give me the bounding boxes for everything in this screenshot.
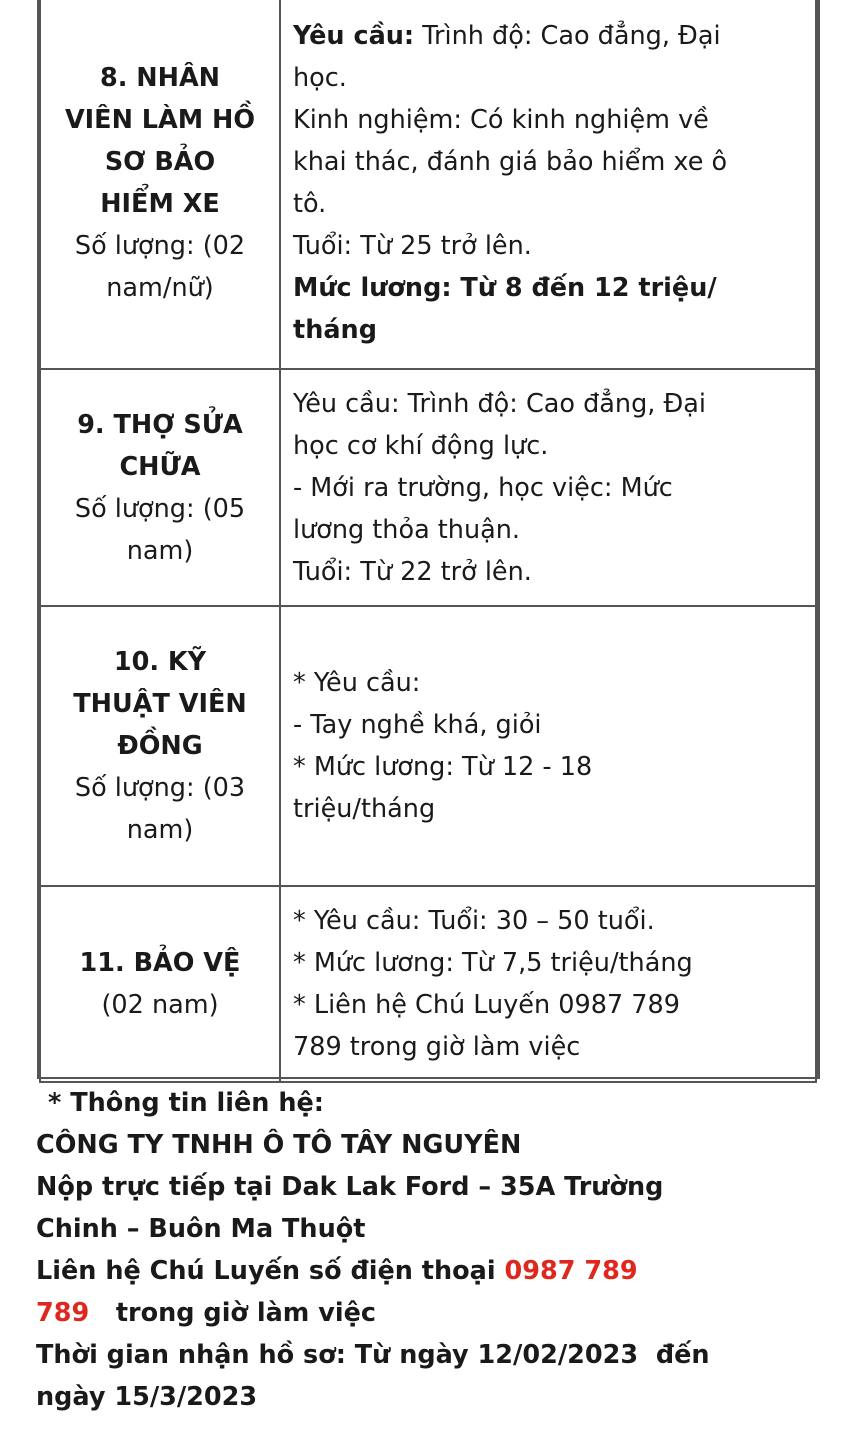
- detail-line: 789 trong giờ làm việc: [293, 1032, 581, 1062]
- job-title-line: VIÊN LÀM HỒ: [64, 105, 256, 135]
- detail-line: * Yêu cầu: Tuổi: 30 – 50 tuổi.: [293, 906, 655, 936]
- detail-line: Yêu cầu: Trình độ: Cao đẳng, Đại: [293, 388, 706, 419]
- quantity-line: Số lượng: (03: [74, 773, 246, 803]
- requirement-label: Yêu cầu:: [293, 21, 415, 51]
- job-details-cell: [280, 886, 816, 1082]
- job-details-cell: [280, 606, 816, 886]
- detail-line: - Mới ra trường, học việc: Mức: [293, 472, 673, 503]
- detail-line: Tuổi: Từ 25 trở lên.: [293, 231, 532, 261]
- job-title-cell: [40, 369, 280, 606]
- table-row: [40, 0, 816, 369]
- job-title-cell: [40, 606, 280, 886]
- detail-line: học.: [293, 63, 347, 93]
- table-row: [40, 606, 816, 886]
- detail-line: * Mức lương: Từ 12 - 18: [293, 752, 593, 782]
- address-line: Chinh – Buôn Ma Thuột: [36, 1214, 366, 1244]
- requirement-line: [293, 15, 809, 57]
- job-title-line: CHỮA: [119, 451, 201, 482]
- quantity-line: Số lượng: (02: [74, 231, 246, 261]
- phone-number[interactable]: 0987 789: [504, 1256, 638, 1286]
- detail-line: * Mức lương: Từ 7,5 triệu/tháng: [293, 948, 693, 978]
- phone-number[interactable]: 789: [36, 1298, 90, 1328]
- detail-line: tô.: [293, 189, 327, 219]
- job-details-cell: [280, 369, 816, 606]
- contact-info: [36, 1082, 836, 1418]
- quantity-line: nam): [126, 535, 194, 566]
- requirement-text: Trình độ: Cao đẳng, Đại: [414, 21, 721, 51]
- detail-line: triệu/tháng: [293, 794, 436, 824]
- job-title-line: 10. KỸ: [113, 647, 207, 677]
- phone-line: [36, 1292, 836, 1334]
- table-row: [40, 886, 816, 1082]
- detail-line: Kinh nghiệm: Có kinh nghiệm về: [293, 105, 709, 135]
- job-title-line: HIỂM XE: [100, 189, 220, 219]
- job-title-cell: [40, 0, 280, 369]
- detail-line: khai thác, đánh giá bảo hiểm xe ô: [293, 147, 728, 177]
- job-title-line: 8. NHÂN: [99, 63, 221, 93]
- quantity-line: Số lượng: (05: [74, 493, 246, 524]
- detail-line: Tuổi: Từ 22 trở lên.: [293, 556, 532, 587]
- quantity-line: nam): [126, 815, 194, 845]
- detail-line: học cơ khí động lực.: [293, 430, 549, 461]
- job-table: [37, 0, 820, 1079]
- job-title-line: 9. THỢ SỬA: [77, 409, 243, 440]
- job-details-cell: [280, 0, 816, 369]
- phone-line: [36, 1250, 836, 1292]
- detail-line: lương thỏa thuận.: [293, 514, 521, 545]
- job-title-line: THUẬT VIÊN: [73, 689, 247, 719]
- quantity-line: nam/nữ): [106, 273, 214, 303]
- contact-heading: * Thông tin liên hệ:: [48, 1088, 324, 1118]
- company-name: CÔNG TY TNHH Ô TÔ TÂY NGUYÊN: [36, 1130, 522, 1160]
- salary-line: Mức lương: Từ 8 đến 12 triệu/: [293, 273, 717, 303]
- phone-prefix: Liên hệ Chú Luyến số điện thoại: [36, 1256, 505, 1286]
- job-title-line: ĐỒNG: [117, 731, 203, 761]
- salary-line: tháng: [293, 315, 377, 345]
- application-period: ngày 15/3/2023: [36, 1382, 258, 1412]
- job-title-cell: [40, 886, 280, 1082]
- job-title-line: 11. BẢO VỆ: [79, 948, 241, 978]
- address-line: Nộp trực tiếp tại Dak Lak Ford – 35A Trường: [36, 1172, 664, 1202]
- job-title-line: SƠ BẢO: [104, 147, 216, 177]
- detail-line: * Liên hệ Chú Luyến 0987 789: [293, 990, 680, 1020]
- phone-suffix: trong giờ làm việc: [89, 1298, 376, 1328]
- quantity-line: (02 nam): [101, 990, 219, 1020]
- application-period: Thời gian nhận hồ sơ: Từ ngày 12/02/2023 đến: [36, 1340, 710, 1370]
- table-row: [40, 369, 816, 606]
- detail-line: - Tay nghề khá, giỏi: [293, 710, 542, 740]
- detail-line: * Yêu cầu:: [293, 668, 421, 698]
